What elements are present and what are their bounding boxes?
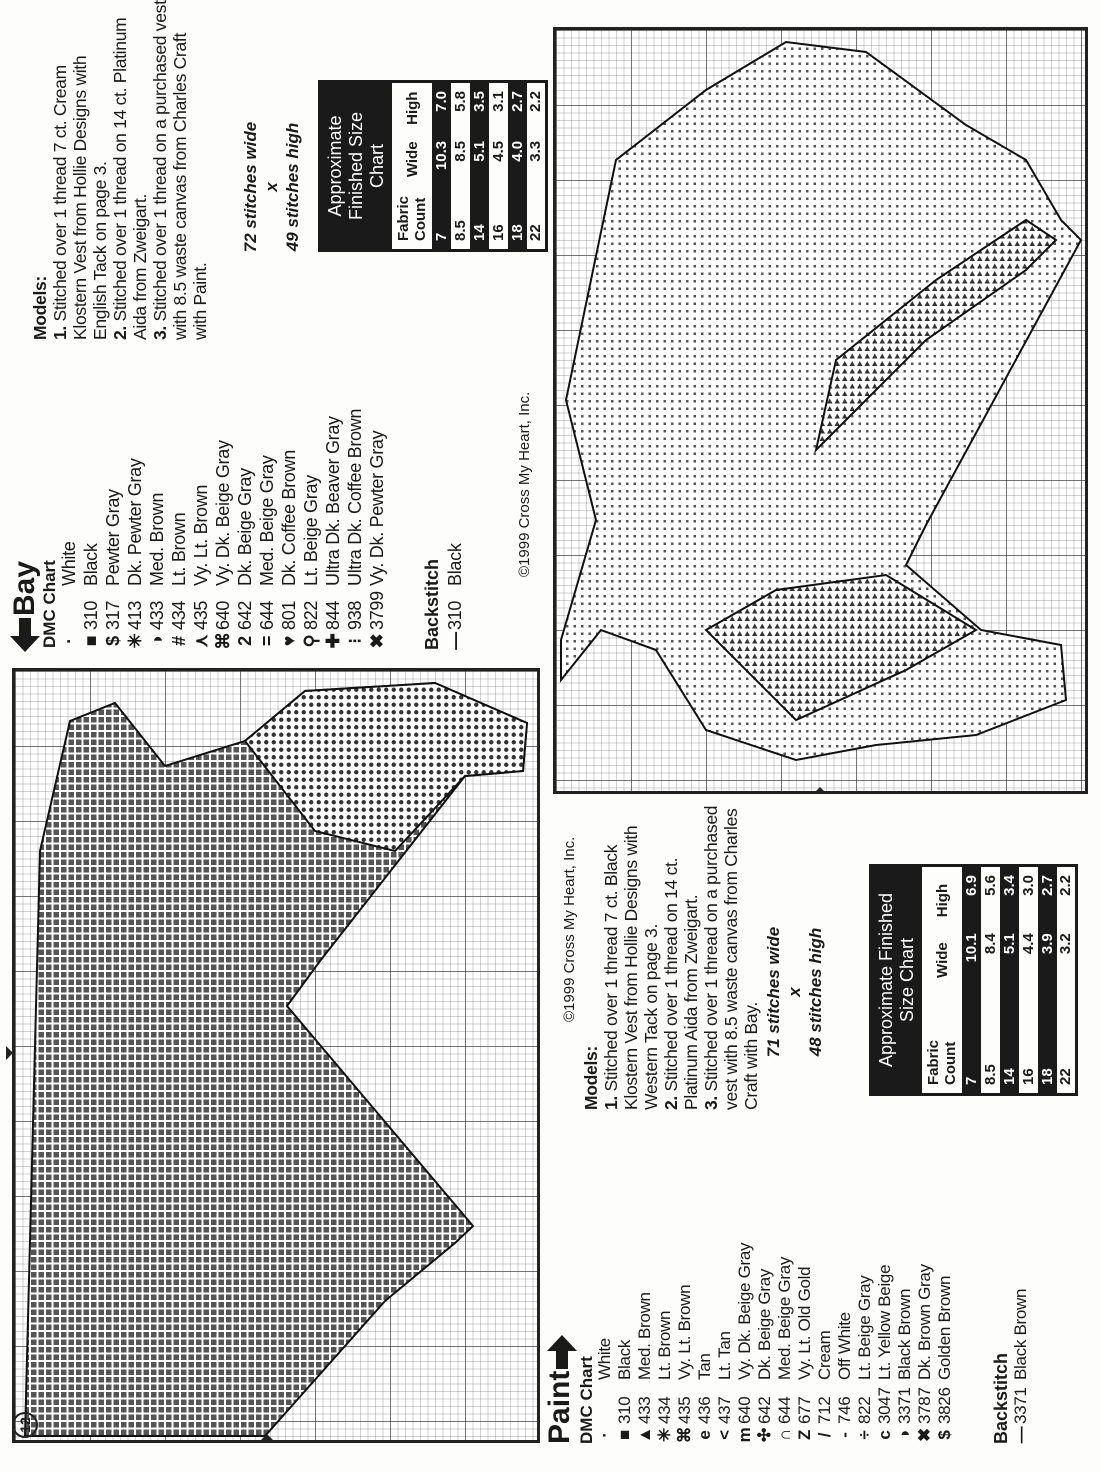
color-name: Med. Beige Gray [257,455,277,586]
bay-stitch-chart [553,27,1088,794]
center-marker [260,1434,274,1441]
stitch-symbol-icon: ∩ [775,1429,794,1441]
color-name: Black [81,543,101,586]
size-chart-cell: 2.7 [1038,866,1057,926]
dmc-number: 433 [635,1396,654,1424]
dmc-number: 435 [675,1396,694,1424]
color-key-row [695,1243,715,1446]
color-name: Lt. Brown [655,1310,674,1380]
dmc-number: 677 [795,1396,814,1424]
color-key-row [895,1243,915,1446]
color-name: Tan [695,1353,714,1380]
color-name: Dk. Beige Gray [235,468,255,586]
size-chart-cell: 3.0 [1020,875,1037,896]
color-key-row [875,1243,895,1446]
dmc-number [595,1380,615,1424]
dmc-number: 640 [213,600,233,630]
size-chart-row [470,82,489,251]
color-key-row [190,409,212,652]
dmc-number: 712 [815,1396,834,1424]
color-key-row [755,1243,775,1446]
model-text: Stitched over 1 thread on 14 ct. Platinum Aida from Zweigart. [110,17,150,340]
size-chart-row [508,82,527,251]
size-chart-cell: 14 [470,185,489,250]
size-chart-header: Wide [933,942,951,978]
size-chart-cell: 18 [508,185,527,250]
dmc-number: 801 [279,600,299,630]
size-chart-cell: 5.1 [470,133,489,185]
dmc-number: 3047 [875,1387,894,1424]
model-number: 1. [601,1096,621,1110]
size-chart-cell: 16 [1020,1068,1037,1085]
size-chart-cell: 6.9 [962,866,981,926]
size-chart-cell: 22 [1057,1068,1075,1085]
stitches-x: x [785,987,804,997]
stitch-symbol-icon: ÷ [855,1430,874,1440]
stitch-symbol-icon: ⚲ [301,634,321,648]
color-name: Dk. Coffee Brown [279,450,299,586]
dmc-number [58,586,80,630]
stitch-symbol-icon: $ [103,636,123,646]
size-chart-cell: 4.5 [490,140,507,162]
model-text: Stitched over 1 thread on 14 ct. Platinum Aida from Zweigart. [661,857,701,1110]
size-chart-cell: 2.2 [1057,875,1075,896]
dmc-number: 310 [615,1396,634,1424]
color-key-row [212,409,234,652]
color-name: Lt. Beige Gray [855,1275,874,1380]
color-name: Ultra Dk. Beaver Gray [323,416,343,586]
stitch-symbol-icon: e [695,1430,714,1440]
size-chart-row [432,82,451,251]
paint-horse-pattern [15,671,537,1440]
dmc-number: 844 [323,600,343,630]
color-name: Vy. Dk. Pewter Gray [367,430,387,586]
model-number: 2. [110,326,130,340]
size-chart-cell: 7 [432,185,451,250]
color-name: Black Brown [895,1288,914,1380]
color-key-row [735,1243,755,1446]
dmc-number: 644 [257,600,277,630]
color-name: Lt. Tan [715,1331,734,1380]
color-name: Off White [835,1312,854,1380]
color-name: Med. Brown [635,1292,654,1380]
color-name: Vy. Dk. Beige Gray [735,1242,754,1380]
stitch-symbol-icon: ◑ [147,635,167,647]
size-chart-row [489,82,508,251]
stitch-symbol-icon: = [257,635,277,647]
color-name: Pewter Gray [103,489,123,586]
color-name: Vy. Lt. Old Gold [795,1266,814,1380]
color-key-row [124,409,146,652]
paint-color-key [595,1243,955,1446]
stitch-symbol-icon: - [835,1432,854,1438]
color-key-row [146,409,168,652]
size-chart-row [1057,866,1076,1095]
size-chart-cell: 16 [490,224,507,241]
stitch-symbol-icon: ✳ [125,633,145,649]
stitches-high: 48 stitches high [806,927,825,1057]
paint-stitch-chart [12,668,540,1443]
dmc-number: 938 [345,600,365,630]
paint-models [581,805,761,1110]
color-name: Dk. Pewter Gray [125,458,145,586]
stitch-symbol-icon: ■ [615,1430,634,1440]
dmc-number: 3799 [367,591,387,630]
dmc-number: 317 [103,600,123,630]
color-name: White [595,1338,614,1380]
dmc-number: 3371 [1011,1387,1030,1424]
size-chart-cell: 8.5 [982,1064,999,1085]
dmc-number: 3826 [935,1387,954,1424]
stitch-symbol-icon: ◑ [895,1430,914,1440]
stitch-symbol-icon: · [595,1432,614,1438]
size-chart-cell: 3.5 [470,82,489,133]
paint-stitch-count [763,912,826,1072]
size-chart-row [1000,866,1019,1095]
color-key-row [300,409,322,652]
stitch-symbol-icon: ⌘ [213,632,233,650]
size-chart-row [1019,866,1038,1095]
size-chart-header: High [403,91,421,125]
size-chart-cell: 5.6 [982,875,999,896]
color-name: Black [615,1339,634,1380]
size-chart-cell: 5.1 [1000,925,1019,986]
size-chart-row [1038,866,1057,1095]
dmc-number: 3787 [915,1387,934,1424]
stitch-symbol-icon: < [715,1430,734,1440]
size-chart-cell: 3.4 [1000,866,1019,926]
dmc-number: 310 [445,600,465,630]
paint-backstitch-heading: Backstitch [991,1352,1011,1444]
stitch-symbol-icon: c [875,1430,894,1440]
stitches-wide: 71 stitches wide [764,926,783,1058]
paint-title: Paint [543,1370,576,1444]
size-chart-cell: 4.4 [1020,933,1037,955]
model-text: Stitched over 1 thread 7 ct. Cream Klostern Vest from Hollie Designs with English Tack on page 3. [50,55,110,340]
color-name: Vy. Lt. Brown [191,484,211,586]
backstitch-line-icon: — [445,632,465,650]
size-chart-cell: 22 [527,224,545,241]
dmc-number: 642 [235,600,255,630]
color-key-row [322,409,344,652]
color-key-row [855,1243,875,1446]
size-chart-cell: 3.9 [1038,925,1057,986]
size-chart-title: Approximate Finished Size Chart [320,82,393,251]
size-chart-cell: 10.1 [962,925,981,986]
stitch-symbol-icon: ⁝ [345,638,365,644]
size-chart-header: High [933,883,951,918]
color-name: Lt. Yellow Beige [875,1264,894,1380]
stitch-symbol-icon: ⋏ [191,634,211,648]
size-chart-cell: 2.7 [508,82,527,133]
stitch-symbol-icon: ✖ [915,1428,934,1442]
dmc-number: 746 [835,1396,854,1424]
dmc-number: 436 [695,1396,714,1424]
stitches-wide: 72 stitches wide [241,121,260,253]
center-marker [6,1046,13,1060]
size-chart-cell: 3.1 [490,91,507,112]
color-name: Ultra Dk. Coffee Brown [345,408,365,586]
stitch-symbol-icon: ✳ [655,1428,674,1442]
dmc-number: 434 [169,600,189,630]
stitch-symbol-icon: ✚ [323,633,343,649]
bay-copyright: ©1999 Cross My Heart, Inc. [516,391,533,577]
color-key-row [795,1243,815,1446]
color-name: Lt. Beige Gray [301,475,321,586]
dmc-number: 822 [301,600,321,630]
color-key-row [635,1243,655,1446]
dmc-number: 642 [755,1396,774,1424]
dmc-number: 434 [655,1396,674,1424]
color-name: Black [445,543,465,586]
color-key-row [835,1243,855,1446]
stitch-symbol-icon: ♥ [279,635,299,647]
color-name: Vy. Lt. Brown [675,1284,694,1380]
size-chart-cell: 18 [1038,986,1057,1095]
size-chart-header: Fabric Count [925,1039,959,1085]
color-name: Cream [815,1330,834,1380]
dmc-number: 437 [715,1396,734,1424]
color-key-row [595,1243,615,1446]
size-chart-cell: 3.2 [1057,933,1075,955]
size-chart-header: Wide [403,141,421,178]
arrow-left-icon [10,618,40,652]
color-name: White [59,541,79,586]
color-key-row [915,1243,935,1446]
color-key-row [168,409,190,652]
stitch-symbol-icon: m [735,1427,754,1443]
size-chart-cell: 8.4 [982,933,999,955]
bay-horse-pattern [556,30,1085,791]
paint-copyright: ©1999 Cross My Heart, Inc. [561,836,578,1022]
size-chart-header: Fabric Count [395,195,429,241]
stitch-symbol-icon: · [59,638,79,644]
size-chart-row [962,866,981,1095]
paint-dmc-heading: DMC Chart [577,1356,596,1444]
color-key-row [102,409,124,652]
color-key-row [775,1243,795,1446]
stitches-high: 49 stitches high [283,122,302,252]
stitch-symbol-icon: $ [935,1430,954,1440]
color-key-row [278,409,300,652]
size-chart-cell: 5.8 [452,91,469,112]
model-number: 3. [701,1096,721,1110]
size-chart-table [869,864,1078,1096]
paint-key-block [545,800,1100,1472]
paint-horse-body [25,683,527,1436]
stitch-symbol-icon: ■ [81,635,101,647]
color-name: Black Brown [1011,1288,1030,1380]
color-key-row [344,409,366,652]
stitch-symbol-icon: ▲ [635,1426,654,1444]
dmc-number: 640 [735,1396,754,1424]
dmc-number: 435 [191,600,211,630]
stitch-symbol-icon: / [815,1432,834,1438]
color-name: Med. Beige Gray [775,1256,794,1380]
dmc-number: 310 [81,600,101,630]
size-chart-title: Approximate Finished Size Chart [871,866,923,1095]
bay-key-block [8,0,545,652]
dmc-number: 822 [855,1396,874,1424]
dmc-number: 644 [775,1396,794,1424]
color-key-row [58,409,80,652]
stitch-symbol-icon: ✣ [755,1428,774,1442]
size-chart-row [451,82,470,251]
page-number [12,1412,38,1438]
size-chart-cell: 14 [1000,986,1019,1095]
bay-title: Bay [8,560,41,616]
size-chart-cell: 10.3 [432,133,451,185]
model-number: 1. [50,326,70,340]
color-key-row [234,409,256,652]
model-text: Stitched over 1 thread on a purchased vest with 8.5 waste canvas from Charles Craft with Paint. [150,0,210,340]
size-chart-row [981,866,1000,1095]
size-chart-table [318,80,548,252]
dmc-number: 413 [125,600,145,630]
color-key-row [655,1243,675,1446]
bay-stitch-count [240,112,303,262]
bay-backstitch-row [444,543,466,652]
color-key-row [935,1243,955,1446]
stitches-x: x [262,182,281,192]
center-marker [813,787,827,794]
size-chart-cell: 7 [962,986,981,1095]
color-name: Med. Brown [147,492,167,586]
dmc-number: 3371 [895,1387,914,1424]
size-chart-cell: 7.0 [432,82,451,133]
color-name: Lt. Brown [169,512,189,586]
color-key-row [366,409,388,652]
models-heading: Models: [30,275,50,340]
bay-dmc-heading: DMC Chart [40,560,59,648]
stitch-symbol-icon: 2 [235,636,255,646]
color-key-row [675,1243,695,1446]
paint-backstitch-row [1011,1289,1031,1446]
color-key-row [815,1243,835,1446]
color-key-row [615,1243,635,1446]
stitch-symbol-icon: Z [795,1429,814,1441]
color-name: Dk. Beige Gray [755,1268,774,1380]
size-chart-cell: 2.2 [527,91,545,112]
model-number: 2. [661,1096,681,1110]
model-text: Stitched over 1 thread 7 ct. Black Klostern Vest from Hollie Designs with Western Tack on page 3. [601,825,661,1110]
color-key-row [80,409,102,652]
color-name: Golden Brown [935,1275,954,1380]
stitch-symbol-icon: # [169,636,189,646]
stitch-symbol-icon: ⌘ [675,1426,694,1444]
color-name: Vy. Dk. Beige Gray [213,440,233,586]
dmc-number: 433 [147,600,167,630]
size-chart-cell: 8.5 [452,220,469,241]
bay-models [30,0,210,340]
model-number: 3. [150,326,170,340]
color-key-row [715,1243,735,1446]
backstitch-line-icon: — [1011,1426,1030,1444]
arrow-right-icon [547,1335,577,1369]
color-name: Dk. Brown Gray [915,1264,934,1380]
size-chart-row [527,82,546,251]
model-text: Stitched over 1 thread on a purchased vest with 8.5 waste canvas from Charles Craft with Bay. [701,805,761,1110]
size-chart-cell: 8.5 [452,140,469,162]
page-number-text: 12 [16,1417,33,1433]
size-chart-cell: 4.0 [508,133,527,185]
models-heading: Models: [581,1045,601,1110]
stitch-symbol-icon: ✖ [367,633,387,649]
bay-color-key [58,409,388,652]
size-chart-cell: 3.3 [527,140,545,162]
bay-backstitch-heading: Backstitch [422,558,442,650]
color-key-row [256,409,278,652]
